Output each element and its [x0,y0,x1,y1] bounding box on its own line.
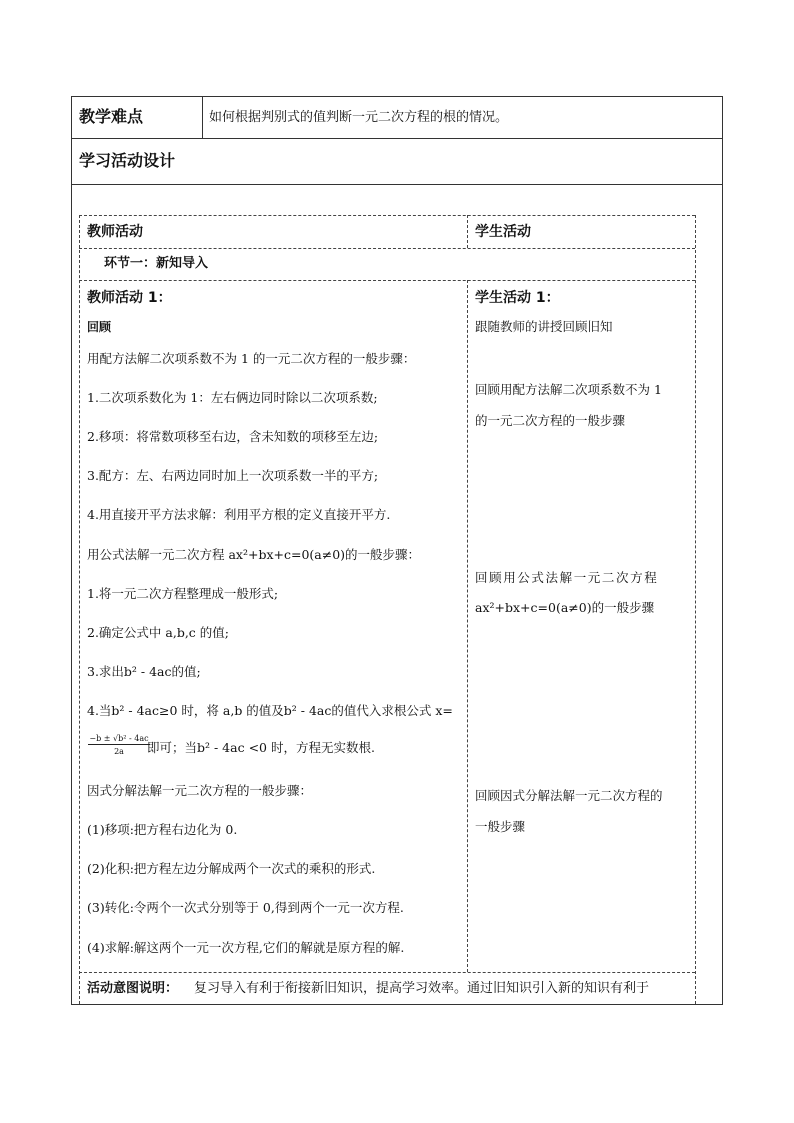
outer-col-divider [202,96,203,139]
outer-right-border [722,96,723,1005]
outer-top-border [71,96,723,97]
teacher-line-15: (3)转化:令两个一次式分别等于 0,得到两个一元一次方程. [87,900,404,915]
student-line-1: 跟随教师的讲授回顾旧知 [475,319,613,334]
col-header-student: 学生活动 [475,224,531,240]
teacher-line-11: 即可；当b² - 4ac <0 时，方程无实数根. [147,740,375,755]
teacher-line-8: 2.确定公式中 a,b,c 的值; [87,625,229,640]
teacher-line-10: 4.当b² - 4ac≥0 时，将 a,b 的值及b² - 4ac的值代入求根公式 x= [87,703,453,718]
student-line-6: 回顾因式分解法解一元二次方程的 [475,788,663,803]
inner-header-divider [79,248,695,249]
student-line-7: 一般步骤 [475,819,526,834]
inner-stage-divider [79,280,695,281]
teacher-review-subtitle: 回顾 [87,320,112,334]
teacher-line-7: 1.将一元二次方程整理成一般形式; [87,586,279,601]
outer-row-divider-2 [71,184,723,185]
teacher-activity-title: 教师活动 1： [87,290,172,306]
intent-label: 活动意图说明： [87,981,179,996]
outer-row-divider-1 [71,138,723,139]
difficulty-content: 如何根据判别式的值判断一元二次方程的根的情况。 [209,110,509,125]
outer-left-border [71,96,72,1005]
section-title: 学习活动设计 [79,151,176,170]
stage-title: 环节一：新知导入 [104,256,209,271]
col-header-teacher: 教师活动 [87,224,143,240]
inner-col-divider-main [467,280,468,972]
teacher-line-14: (2)化积:把方程左边分解成两个一次式的乘积的形式. [87,861,376,876]
student-line-3: 的一元二次方程的一般步骤 [475,413,626,428]
teacher-line-16: (4)求解:解这两个一元一次方程,它们的解就是原方程的解. [87,940,405,955]
teacher-line-5: 4.用直接开平方法求解：利用平方根的定义直接开平方. [87,507,391,522]
student-line-5: ax²+bx+c=0(a≠0)的一般步骤 [475,600,655,615]
inner-left-border [79,215,80,1004]
inner-right-border [695,215,696,1004]
outer-bottom-border [71,1004,723,1005]
teacher-line-12: 因式分解法解一元二次方程的一般步骤： [87,783,313,798]
teacher-line-2: 1.二次项系数化为 1：左右俩边同时除以二次项系数; [87,390,378,405]
teacher-line-4: 3.配方：左、右两边同时加上一次项系数一半的平方; [87,468,379,483]
student-line-4: 回顾用公式法解一元二次方程 [475,570,659,585]
teacher-line-6: 用公式法解一元二次方程 ax²+bx+c=0(a≠0)的一般步骤： [87,547,421,562]
formula-numerator: −b ± √b² - 4ac [89,734,149,743]
student-line-2: 回顾用配方法解二次项系数不为 1 [475,382,662,397]
inner-intent-divider [79,972,695,973]
formula-denominator: 2a [114,747,124,756]
teacher-line-13: (1)移项:把方程右边化为 0. [87,822,238,837]
difficulty-label: 教学难点 [79,107,144,126]
intent-text: 复习导入有利于衔接新旧知识，提高学习效率。通过旧知识引入新的知识有利于 [194,981,650,996]
student-activity-title: 学生活动 1： [475,290,560,306]
teacher-line-9: 3.求出b² - 4ac的值; [87,664,201,679]
teacher-line-1: 用配方法解二次项系数不为 1 的一元二次方程的一般步骤： [87,351,416,366]
inner-col-divider-top [467,215,468,248]
teacher-line-3: 2.移项：将常数项移至右边，含未知数的项移至左边; [87,429,379,444]
inner-top-border [79,215,695,216]
formula-fraction-bar [88,744,150,745]
